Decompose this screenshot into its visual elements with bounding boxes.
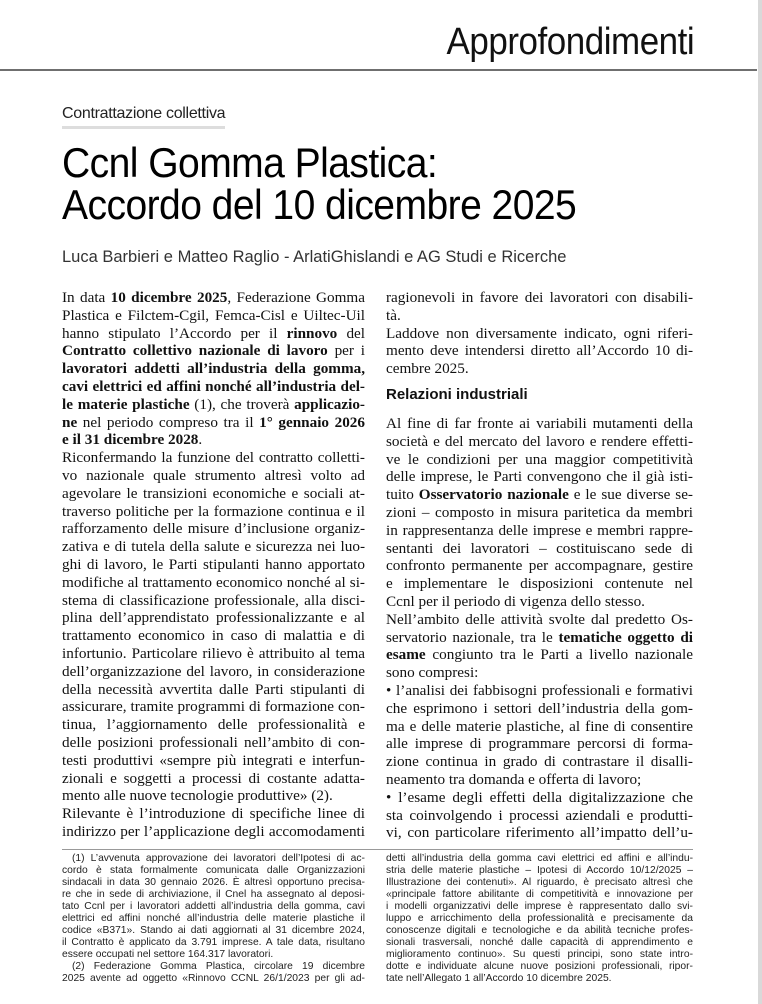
article-byline: Luca Barbieri e Matteo Raglio - ArlatiGhislandi e AG Studi e Ricerche	[62, 248, 567, 266]
text-run: 2025 avente ad oggetto «Rinnovo CCNL 26/1/2023 per gli ad-	[62, 973, 365, 984]
bold-text: Contratto collettivo nazionale di lavoro	[62, 342, 328, 360]
text-run: sindacali in data 30 gennaio 2026. È altresì opportuno precisa-	[62, 877, 365, 888]
text-run: per i	[327, 342, 365, 360]
text-run: alle imprese di programmare percorsi di forma-	[386, 735, 693, 753]
text-run: ghi di lavoro, le Parti stipulanti hanno apportato	[62, 555, 365, 573]
text-run: stria delle materie plastiche – Ipotesi di Accordo 10/12/2025 –	[386, 865, 693, 876]
text-run: servatorio nazionale, tra le	[386, 628, 559, 646]
text-line	[62, 485, 365, 503]
text-line	[62, 574, 365, 592]
bold-text: rinnovo	[286, 324, 338, 342]
text-line	[386, 664, 693, 682]
text-run: ragionevoli in favore dei lavoratori con disabili-	[386, 289, 693, 306]
text-line	[386, 342, 693, 360]
text-run: agevolare le transizioni economiche e sociali at-	[62, 484, 365, 502]
text-run: re che in sede di archiviazione, il Cnel ha assegnato al deposi-	[62, 889, 365, 900]
text-line	[386, 415, 693, 433]
text-run: tà.	[386, 306, 401, 324]
text-run: • l’analisi dei fabbisogni professionali e formativi	[386, 681, 693, 699]
text-line	[62, 325, 365, 343]
title-line: Accordo del 10 dicembre 2025	[62, 181, 577, 228]
text-line	[386, 700, 693, 718]
text-line	[386, 718, 693, 736]
text-line	[62, 414, 365, 432]
text-line	[62, 698, 365, 716]
text-run: essere occupati nel settore 164.317 lavoratori.	[62, 949, 274, 960]
text-run: testi produttivi «sempre più integrati e interfun-	[62, 751, 365, 769]
text-line	[62, 949, 365, 961]
text-line	[62, 752, 365, 770]
text-run: della necessità avvertita dalle Parti stipulanti di	[62, 680, 365, 698]
text-line	[386, 937, 693, 949]
text-run: «principale fattore abilitante di competitività e innovazione per	[386, 889, 693, 900]
text-line	[386, 925, 693, 937]
text-line	[62, 716, 365, 734]
text-run: plina dell’apprendistato professionalizzante e al	[62, 609, 365, 627]
text-run: Riconfermando la funzione del contratto colletti-	[62, 449, 365, 467]
text-line	[386, 593, 693, 611]
text-line	[386, 360, 693, 378]
text-run: e le sue diverse se-	[568, 486, 693, 504]
text-line	[386, 504, 693, 522]
title-line: Ccnl Gomma Plastica:	[62, 139, 438, 186]
text-run: stema di classificazione professionale, alla disci-	[62, 591, 365, 609]
text-line	[62, 787, 365, 805]
text-run: tuito	[386, 486, 419, 504]
text-line	[386, 307, 693, 325]
text-run: tate nell’Allegato 1 all’Accordo 10 dicembre 2025.	[386, 973, 612, 984]
footnotes-right	[386, 853, 693, 985]
text-run: Rilevante è l’introduzione di specifiche linee di	[62, 805, 365, 823]
text-line	[386, 973, 693, 985]
text-line	[62, 770, 365, 788]
text-run: (2) Federazione Gomma Plastica, circolare 19 dicembre	[72, 961, 365, 972]
text-line	[386, 949, 693, 961]
text-run: sentanti dei lavoratori – costituiscano sede di	[386, 539, 693, 557]
text-run: congiunto tra le Parti a livello nazionale	[425, 646, 693, 664]
text-run: zione continua in grado di contrastare il disalli-	[386, 753, 693, 771]
text-run: miglioramento continuo». Su questi principi, sono state intro-	[386, 949, 693, 960]
text-run: Al fine di far fronte ai variabili mutamenti della	[386, 414, 693, 432]
text-line	[386, 325, 693, 343]
text-run: infortunio. Particolare rilievo è attribuito al tema	[62, 644, 365, 662]
text-run: sono compresi:	[386, 664, 479, 682]
text-line	[62, 823, 365, 841]
text-run: delle posizioni professionali nell’ambito di con-	[62, 733, 365, 751]
text-line	[62, 609, 365, 627]
text-run: detti all’industria della gomma cavi elettrici ed affini e all’indu-	[386, 853, 693, 864]
text-run: cordo è stata formalmente comunicata dalle Organizzazioni	[62, 865, 365, 876]
text-line	[62, 289, 365, 307]
text-line	[386, 901, 693, 913]
text-run: delle imprese, le Parti convengono che il già isti-	[386, 468, 693, 486]
text-line	[386, 735, 693, 753]
text-line	[386, 468, 693, 486]
text-run: dotte e individuate alcune nuove posizioni professionali, ripor-	[386, 961, 693, 972]
text-run: che esprimono i settori dell’industria della gom-	[386, 699, 693, 717]
text-run: cembre 2025.	[386, 360, 469, 378]
text-run: tato Ccnl per i lavoratori addetti all’industria della gomma, cavi	[62, 901, 365, 912]
text-run: dell’organizzazione del lavoro, in considerazione	[62, 662, 365, 680]
bold-text: ne	[62, 413, 78, 431]
text-run: luppo e arricchimento della professionalità e precisamente da	[386, 913, 693, 924]
section-title: Approfondimenti	[446, 21, 694, 63]
text-run: e implementare le disposizioni contenute nel	[386, 575, 693, 593]
text-run: modifiche al trattamento economico nonché al si-	[62, 573, 365, 591]
text-line	[386, 629, 693, 647]
text-line	[386, 961, 693, 973]
text-run: nel periodo compreso tra il	[77, 413, 260, 431]
text-line	[386, 575, 693, 593]
text-line	[62, 877, 365, 889]
text-line	[62, 925, 365, 937]
footnotes-left	[62, 853, 365, 985]
text-line	[62, 396, 365, 414]
text-line	[62, 520, 365, 538]
text-run: , Federazione Gomma	[227, 289, 365, 306]
text-run: elettrici ed affini nonché all’industria delle materie plastiche il	[62, 913, 365, 924]
text-run: ma e delle materie plastiche, al fine di consentire	[386, 717, 693, 735]
bold-text: e il 31 dicembre 2028	[62, 431, 199, 449]
text-line	[386, 877, 693, 889]
text-run: società e del mercato del lavoro e rendere effetti-	[386, 432, 693, 450]
text-line	[62, 627, 365, 645]
text-line	[62, 973, 365, 985]
text-run: Ccnl per il periodo di vigenza dello stesso.	[386, 592, 645, 610]
text-line	[62, 592, 365, 610]
text-run: conoscenze digitali e tecnologiche e da abilità tecniche profes-	[386, 925, 693, 936]
text-line	[386, 789, 693, 807]
text-line	[386, 753, 693, 771]
text-run: Illustrazione dei contenuti». Al riguardo, è precisato altresì che	[386, 877, 693, 888]
text-run: rafforzamento delle misure d’inclusione organiz-	[62, 520, 365, 538]
text-run: In data	[62, 289, 111, 306]
text-line	[62, 961, 365, 973]
text-line	[62, 556, 365, 574]
text-run: zionali e soggetti a processi di costante adatta-	[62, 769, 365, 787]
text-run: mento deve intendersi diretto all’Accordo 10 di-	[386, 342, 693, 360]
footnote-divider	[62, 849, 693, 850]
text-line	[62, 805, 365, 823]
text-line	[386, 682, 693, 700]
text-line	[386, 522, 693, 540]
text-run: del	[337, 324, 365, 342]
text-line	[62, 901, 365, 913]
text-run: confronto permanente per accompagnare, gestire	[386, 557, 693, 575]
text-line	[62, 449, 365, 467]
body-column-right	[386, 289, 693, 842]
right-section	[386, 415, 693, 842]
text-line	[62, 681, 365, 699]
text-line	[62, 865, 365, 877]
text-run: i modelli organizzativi delle imprese è rappresentato dallo svi-	[386, 901, 693, 912]
text-line	[386, 451, 693, 469]
text-run: hanno stipulato l’Accordo per il	[62, 324, 287, 342]
text-run: .	[198, 431, 203, 449]
text-run: Nell’ambito delle attività svolte dal predetto Os-	[386, 610, 693, 628]
text-run: sionali trasversali, nonché dalle capacità di apprendimento e	[386, 937, 693, 948]
text-line	[62, 307, 365, 325]
bold-text: 1° gennaio 2026	[259, 413, 365, 431]
text-run: mento alle nuove tecnologie produttive» (2).	[62, 787, 333, 805]
text-run: traverso politiche per la formazione continua e il	[62, 502, 365, 520]
text-run: (1), che troverà	[189, 395, 295, 413]
text-line	[386, 771, 693, 789]
text-run: assicurare, tramite programmi di formazione con-	[62, 698, 365, 716]
text-run: in rappresentanza delle imprese e membri rappre-	[386, 521, 693, 539]
bold-text: lavoratori addetti all’industria della gomma,	[62, 360, 365, 378]
bold-text: esame	[386, 646, 426, 664]
article-title	[62, 139, 577, 228]
text-run: zativa e di tutela della salute e sicurezza nei luo-	[62, 538, 365, 556]
text-line	[386, 889, 693, 901]
text-line	[386, 824, 693, 842]
text-line	[62, 663, 365, 681]
page-edge	[758, 0, 762, 1004]
bold-text: cavi elettrici ed affini nonché all’industria del-	[62, 377, 365, 395]
text-line	[62, 937, 365, 949]
text-line	[386, 433, 693, 451]
text-line	[62, 913, 365, 925]
article-kicker: Contrattazione collettiva	[62, 104, 225, 129]
text-run: Laddove non diversamente indicato, ogni riferi-	[386, 324, 693, 342]
text-run: tinua, l’aggiornamento delle professionalità e	[62, 716, 365, 734]
right-intro	[386, 289, 693, 378]
text-line	[386, 913, 693, 925]
text-run: codice «B371». Stando ai dati aggiornati al 31 dicembre 2024,	[62, 925, 365, 936]
text-run: sta coinvolgendo i processi aziendali e produtti-	[386, 806, 693, 824]
text-line	[386, 807, 693, 825]
text-run: ve le condizioni per una maggior competitività	[386, 450, 693, 468]
text-line	[386, 865, 693, 877]
text-run: indirizzo per l’applicazione degli accomodamenti	[62, 822, 365, 840]
text-run: Plastica e Filctem-Cgil, Femca-Cisl e Uiltec-Uil	[62, 306, 365, 324]
text-run: (1) L’avvenuta approvazione dei lavoratori dell’Ipotesi di ac-	[72, 853, 365, 864]
text-line	[386, 611, 693, 629]
text-run: neamento tra domanda e offerta di lavoro;	[386, 770, 642, 788]
text-run: vo nazionale quale strumento altresì volto ad	[62, 466, 365, 484]
text-line	[62, 342, 365, 360]
text-line	[62, 853, 365, 865]
text-line	[62, 431, 365, 449]
text-run: trattamento economico in caso di malattia e di	[62, 627, 365, 645]
text-line	[386, 540, 693, 558]
text-run: vi, con particolare riferimento all’impatto dell’u-	[386, 824, 693, 842]
text-line	[62, 503, 365, 521]
subheading: Relazioni industriali	[386, 385, 528, 403]
bold-text: le materie plastiche	[62, 395, 190, 413]
text-line	[386, 557, 693, 575]
text-line	[386, 853, 693, 865]
text-run: zioni – composto in misura paritetica da membri	[386, 503, 693, 521]
text-line	[62, 378, 365, 396]
text-line	[62, 360, 365, 378]
text-line	[386, 289, 693, 307]
bold-text: 10 dicembre 2025	[110, 289, 228, 306]
text-line	[62, 889, 365, 901]
text-run: • l’esame degli effetti della digitalizzazione che	[386, 788, 693, 806]
text-line	[62, 467, 365, 485]
bold-text: applicazio-	[294, 395, 365, 413]
text-line	[386, 646, 693, 664]
bold-text: Osservatorio nazionale	[418, 486, 569, 504]
text-line	[386, 486, 693, 504]
text-line	[62, 645, 365, 663]
text-run: il Contratto è applicato da 3.791 imprese. A tale data, risultano	[62, 937, 365, 948]
text-line	[62, 734, 365, 752]
body-column-left	[62, 289, 365, 841]
text-line	[62, 538, 365, 556]
bold-text: tematiche oggetto di	[558, 628, 694, 646]
header-divider	[0, 69, 757, 71]
